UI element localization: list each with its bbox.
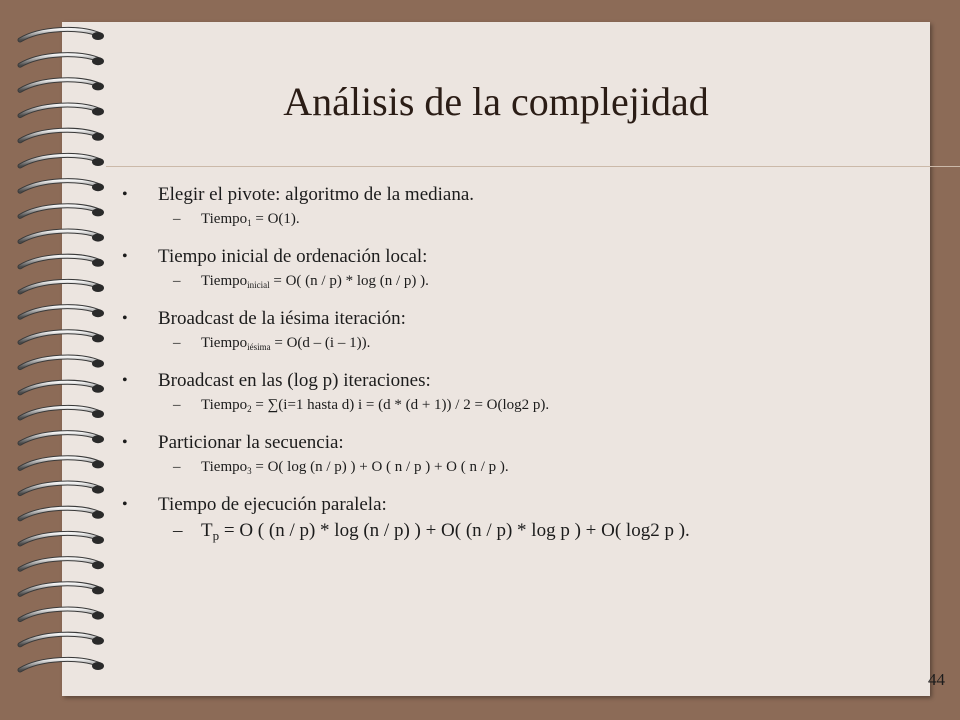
binding-ring	[20, 181, 104, 192]
list-item	[122, 492, 922, 544]
sub-item: – Tiempo$_{inicial}$ = O( (n / p) * log (n / p) ).	[122, 270, 922, 292]
binding-ring	[20, 357, 104, 368]
list-item	[122, 182, 922, 230]
binding-ring	[20, 29, 104, 40]
binding-ring	[20, 155, 104, 166]
binding-ring	[20, 382, 104, 393]
binding-ring	[20, 508, 104, 519]
bullet-icon: •	[122, 434, 128, 451]
dash-icon: –	[173, 397, 181, 413]
binding-ring	[20, 433, 104, 444]
sub-item: – Tiempo$_{iésima}$ = O(d – (i – 1)).	[122, 332, 922, 354]
list-item	[122, 368, 922, 416]
bullet-text: Broadcast de la iésima iteración:	[158, 308, 406, 329]
binding-ring	[20, 307, 104, 318]
bullet-text: Broadcast en las (log p) iteraciones:	[158, 370, 431, 391]
list-item	[122, 306, 922, 354]
binding-ring	[20, 80, 104, 91]
slide-page	[62, 22, 945, 696]
bullet-text: Tiempo de ejecución paralela:	[158, 494, 387, 515]
dash-icon: –	[173, 459, 181, 475]
binding-ring	[20, 407, 104, 418]
binding-ring	[20, 55, 104, 66]
binding-ring	[20, 105, 104, 116]
binding-ring	[20, 130, 104, 141]
bullet-icon: •	[122, 310, 128, 327]
list-item	[122, 244, 922, 292]
page-number: 44	[928, 670, 945, 689]
list-item	[122, 430, 922, 478]
bullet-icon: •	[122, 248, 128, 265]
sub-item: – Tiempo$_1$ = O(1).	[122, 208, 922, 230]
bullet-icon: •	[122, 496, 128, 513]
binding-ring	[20, 533, 104, 544]
binding-ring	[20, 659, 104, 670]
sub-item: – $T_p = O$ ( (n / p) * log (n / p) ) + O( (n / p) * log p ) + O( log2 p ).	[173, 520, 690, 543]
bullet-text: Particionar la secuencia:	[158, 432, 344, 453]
dash-icon: –	[173, 211, 181, 227]
binding-ring	[20, 483, 104, 494]
sub-item: – Tiempo$_2$ = ∑(i=1 hasta d) i = (d * (d + 1)) / 2 = O(log2 p).	[122, 394, 922, 416]
bullet-text: Tiempo inicial de ordenación local:	[158, 246, 428, 267]
binding-ring	[20, 609, 104, 620]
binding-ring	[20, 231, 104, 242]
binding-ring	[20, 634, 104, 645]
binding-ring	[20, 458, 104, 469]
dash-icon: –	[173, 335, 181, 351]
binding-ring	[20, 332, 104, 343]
bullet-text: Elegir el pivote: algoritmo de la mediana.	[158, 184, 475, 205]
slide-title: Análisis de la complejidad	[283, 79, 709, 124]
dash-icon: –	[173, 273, 181, 289]
binding-ring	[20, 256, 104, 267]
sub-item: – Tiempo$_3$ = O( log (n / p) ) + O ( n / p ) + O ( n / p ).	[122, 456, 922, 478]
binding-ring	[20, 584, 104, 595]
bullet-icon: •	[122, 372, 128, 389]
binding-ring	[20, 281, 104, 292]
bullet-list	[122, 182, 922, 558]
binding-ring	[20, 559, 104, 570]
title-divider	[106, 166, 960, 167]
bullet-icon: •	[122, 186, 128, 203]
spiral-binding	[0, 0, 112, 720]
binding-ring	[20, 206, 104, 217]
dash-icon: –	[173, 520, 183, 541]
